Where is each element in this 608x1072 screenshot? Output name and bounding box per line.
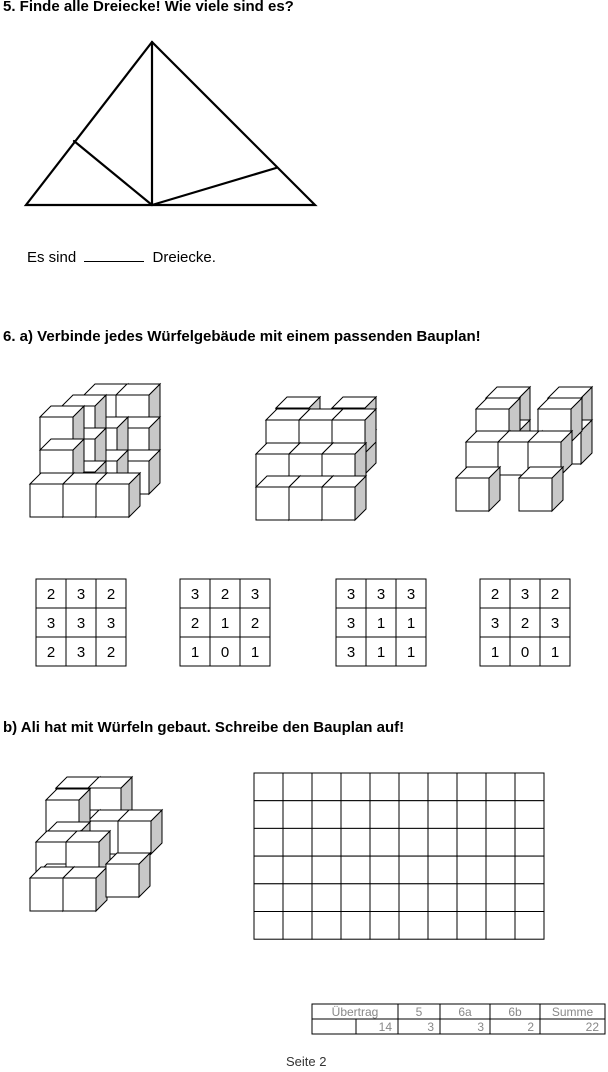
plan-value: 1 <box>376 644 386 661</box>
plan-value: 2 <box>490 586 500 603</box>
grid-cell[interactable] <box>486 912 515 940</box>
cube <box>322 476 366 520</box>
plan-value: 1 <box>550 644 560 661</box>
grid-cell[interactable] <box>283 856 312 884</box>
cube-building-ali <box>30 777 162 911</box>
plan-value: 1 <box>190 644 200 661</box>
score-value: 3 <box>477 1020 484 1034</box>
grid-cell[interactable] <box>312 828 341 856</box>
grid-cell[interactable] <box>457 884 486 912</box>
plan-value: 3 <box>406 586 416 603</box>
score-header: 6b <box>508 1005 522 1019</box>
grid-cell[interactable] <box>312 773 341 801</box>
task5-heading: 5. Finde alle Dreiecke! Wie viele sind es? <box>3 0 294 15</box>
score-header: 5 <box>415 1005 423 1019</box>
cube <box>63 867 107 911</box>
answer-blank[interactable] <box>84 249 144 262</box>
plan-value: 3 <box>46 615 56 632</box>
grid-cell[interactable] <box>399 828 428 856</box>
plan-value: 3 <box>346 644 356 661</box>
plan-value: 1 <box>376 615 386 632</box>
plan-value: 3 <box>76 615 86 632</box>
plan-value: 3 <box>346 615 356 632</box>
grid-cell[interactable] <box>399 912 428 940</box>
plan-value: 2 <box>46 586 56 603</box>
grid-cell[interactable] <box>254 856 283 884</box>
plan-value: 2 <box>46 644 56 661</box>
plan-value: 2 <box>106 586 116 603</box>
grid-cell[interactable] <box>486 773 515 801</box>
grid-cell[interactable] <box>341 801 370 829</box>
plan-value: 3 <box>490 615 500 632</box>
score-value: 2 <box>527 1020 534 1034</box>
score-value: 3 <box>427 1020 434 1034</box>
plan-value: 3 <box>376 586 386 603</box>
plan-value: 0 <box>220 644 230 661</box>
grid-cell[interactable] <box>457 773 486 801</box>
grid-cell[interactable] <box>254 773 283 801</box>
grid-cell[interactable] <box>428 884 457 912</box>
grid-cell[interactable] <box>341 856 370 884</box>
cube <box>106 853 150 897</box>
cube <box>118 810 162 854</box>
grid-cell[interactable] <box>486 801 515 829</box>
grid-cell[interactable] <box>457 801 486 829</box>
cube <box>519 467 563 511</box>
grid-cell[interactable] <box>428 856 457 884</box>
plan-value: 2 <box>190 615 200 632</box>
grid-cell[interactable] <box>312 884 341 912</box>
building-plans <box>36 579 570 666</box>
grid-cell[interactable] <box>457 856 486 884</box>
grid-cell[interactable] <box>283 884 312 912</box>
grid-cell[interactable] <box>515 773 544 801</box>
grid-cell[interactable] <box>486 884 515 912</box>
answer-prefix: Es sind <box>27 249 77 266</box>
score-header: Übertrag <box>331 1005 379 1019</box>
task6b-heading: b) Ali hat mit Würfeln gebaut. Schreibe den Bauplan auf! <box>3 719 405 736</box>
grid-cell[interactable] <box>428 828 457 856</box>
grid-cell[interactable] <box>341 828 370 856</box>
plan-table[interactable] <box>480 579 570 666</box>
plan-value: 3 <box>346 586 356 603</box>
grid-cell[interactable] <box>399 801 428 829</box>
grid-cell[interactable] <box>370 801 399 829</box>
plan-value: 3 <box>250 586 260 603</box>
grid-cell[interactable] <box>283 773 312 801</box>
plan-table[interactable] <box>336 579 426 666</box>
grid-cell[interactable] <box>283 801 312 829</box>
plan-value: 2 <box>106 644 116 661</box>
grid-cell[interactable] <box>254 912 283 940</box>
score-header: Summe <box>551 1005 594 1019</box>
task5-answer-line <box>27 249 216 266</box>
grid-cell[interactable] <box>370 884 399 912</box>
score-value: 22 <box>585 1020 599 1034</box>
cube-building-1 <box>30 384 160 517</box>
grid-cell[interactable] <box>399 773 428 801</box>
grid-cell[interactable] <box>486 828 515 856</box>
score-header: 6a <box>458 1005 472 1019</box>
grid-cell[interactable] <box>283 828 312 856</box>
grid-cell[interactable] <box>341 884 370 912</box>
grid-cell[interactable] <box>283 912 312 940</box>
grid-cell[interactable] <box>515 856 544 884</box>
grid-cell[interactable] <box>341 773 370 801</box>
grid-cell[interactable] <box>457 912 486 940</box>
plan-value: 2 <box>220 586 230 603</box>
answer-grid[interactable] <box>254 773 544 939</box>
score-table <box>312 1004 605 1034</box>
grid-cell[interactable] <box>312 856 341 884</box>
cube-building-2 <box>256 397 376 520</box>
triangle-figure <box>26 42 315 205</box>
grid-cell[interactable] <box>370 856 399 884</box>
plan-value: 3 <box>106 615 116 632</box>
cube <box>96 473 140 517</box>
plan-value: 3 <box>76 644 86 661</box>
grid-cell[interactable] <box>486 856 515 884</box>
plan-value: 1 <box>220 615 230 632</box>
grid-cell[interactable] <box>399 884 428 912</box>
cube-building-3 <box>456 387 592 511</box>
grid-cell[interactable] <box>370 828 399 856</box>
grid-cell[interactable] <box>515 801 544 829</box>
grid-cell[interactable] <box>428 773 457 801</box>
grid-cell[interactable] <box>312 912 341 940</box>
grid-cell[interactable] <box>515 912 544 940</box>
score-value: 14 <box>378 1020 392 1034</box>
page-number: Seite 2 <box>286 1054 327 1069</box>
grid-cell[interactable] <box>457 828 486 856</box>
plan-table[interactable] <box>36 579 126 666</box>
task6a-heading: 6. a) Verbinde jedes Würfelgebäude mit einem passenden Bauplan! <box>3 328 481 345</box>
plan-value: 2 <box>250 615 260 632</box>
answer-suffix: Dreiecke. <box>152 249 216 266</box>
cube <box>456 467 500 511</box>
grid-cell[interactable] <box>341 912 370 940</box>
grid-cell[interactable] <box>254 884 283 912</box>
grid-cell[interactable] <box>254 828 283 856</box>
plan-value: 2 <box>550 586 560 603</box>
plan-value: 1 <box>406 644 416 661</box>
grid-cell[interactable] <box>370 912 399 940</box>
grid-cell[interactable] <box>515 828 544 856</box>
grid-cell[interactable] <box>399 856 428 884</box>
plan-value: 0 <box>520 644 530 661</box>
plan-value: 3 <box>550 615 560 632</box>
grid-cell[interactable] <box>312 801 341 829</box>
plan-value: 3 <box>76 586 86 603</box>
plan-value: 1 <box>250 644 260 661</box>
plan-value: 3 <box>190 586 200 603</box>
plan-table[interactable] <box>180 579 270 666</box>
plan-value: 1 <box>490 644 500 661</box>
grid-cell[interactable] <box>254 801 283 829</box>
grid-cell[interactable] <box>370 773 399 801</box>
grid-cell[interactable] <box>428 801 457 829</box>
plan-value: 1 <box>406 615 416 632</box>
plan-value: 3 <box>520 586 530 603</box>
grid-cell[interactable] <box>428 912 457 940</box>
grid-cell[interactable] <box>515 884 544 912</box>
plan-value: 2 <box>520 615 530 632</box>
